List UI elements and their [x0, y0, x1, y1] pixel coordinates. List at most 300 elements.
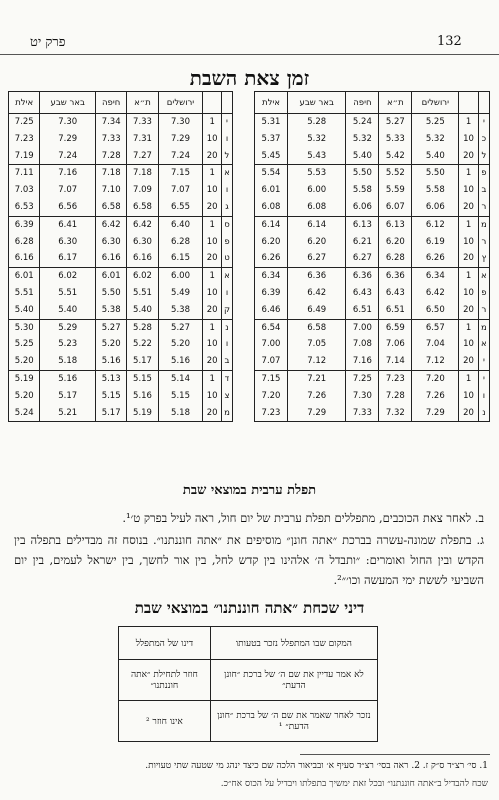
time-cell: 6.07	[379, 199, 412, 216]
footnote-1: 1. סי׳ רצ״ד ס״ק ז. 2. ראה בסי׳ רצ״ד סעיף א׳ ובביאור הלכה שם כיצד ינהג מי שטעה שתי טעויות.	[145, 761, 488, 771]
time-cell: 6.02	[127, 268, 158, 285]
time-cell: 6.42	[288, 285, 346, 302]
halacha-table-header	[119, 627, 378, 660]
time-cell: 5.14	[158, 370, 203, 387]
time-cell: 7.29	[40, 131, 96, 148]
month-letter: י	[478, 114, 489, 131]
time-row	[255, 285, 490, 302]
time-cell: 5.52	[379, 165, 412, 182]
month-letter: ו	[221, 131, 232, 148]
month-letter: א	[478, 336, 489, 353]
time-cell: 7.18	[95, 165, 126, 182]
time-cell: 5.49	[158, 285, 203, 302]
column-header: ת״א	[379, 92, 412, 114]
day-cell: 20	[203, 250, 222, 267]
time-cell: 5.22	[127, 336, 158, 353]
time-cell: 6.42	[127, 216, 158, 233]
time-cell: 6.42	[95, 216, 126, 233]
time-cell: 6.15	[158, 250, 203, 267]
header-place: המקום שבו המתפלל נזכר בטעותו	[210, 627, 377, 660]
day-cell: 1	[203, 165, 222, 182]
column-header: ירושלים	[412, 92, 459, 114]
column-header	[478, 92, 489, 114]
day-cell: 10	[459, 234, 479, 251]
time-cell: 7.09	[127, 182, 158, 199]
section-title: תפלת ערבית במוצאי שבת	[182, 483, 317, 498]
time-cell: 5.43	[288, 148, 346, 165]
time-row	[255, 388, 490, 405]
time-cell: 6.56	[40, 199, 96, 216]
day-cell: 10	[203, 388, 222, 405]
time-cell: 6.39	[255, 285, 288, 302]
time-cell: 7.07	[158, 182, 203, 199]
time-cell: 7.26	[412, 388, 459, 405]
time-cell: 5.29	[40, 319, 96, 336]
header-ruling: דינו של המתפלל	[119, 627, 211, 660]
time-cell: 6.40	[158, 216, 203, 233]
times-table-header-row	[255, 92, 490, 114]
time-cell: 5.51	[127, 285, 158, 302]
time-cell: 7.11	[9, 165, 40, 182]
time-cell: 6.21	[346, 234, 379, 251]
time-cell: 5.40	[412, 148, 459, 165]
time-cell: 7.24	[158, 148, 203, 165]
day-cell: 20	[459, 405, 479, 422]
page-number: 132	[437, 34, 462, 49]
time-cell: 7.29	[288, 405, 346, 422]
time-cell: 7.06	[379, 336, 412, 353]
time-cell: 6.46	[255, 302, 288, 319]
month-letter: א	[221, 165, 232, 182]
time-cell: 7.25	[9, 114, 40, 131]
time-cell: 6.58	[95, 199, 126, 216]
time-cell: 7.00	[255, 336, 288, 353]
month-letter: מ	[478, 319, 489, 336]
time-cell: 5.58	[412, 182, 459, 199]
time-cell: 7.15	[158, 165, 203, 182]
time-cell: 6.16	[95, 250, 126, 267]
time-cell: 5.19	[9, 370, 40, 387]
column-header: אילת	[9, 92, 40, 114]
column-header: חיפה	[346, 92, 379, 114]
month-letter: כ	[478, 131, 489, 148]
time-cell: 7.12	[288, 353, 346, 370]
time-cell: 6.36	[379, 268, 412, 285]
time-cell: 5.32	[346, 131, 379, 148]
time-cell: 6.06	[346, 199, 379, 216]
time-cell: 6.30	[95, 234, 126, 251]
time-row	[255, 148, 490, 165]
day-cell: 20	[203, 405, 222, 422]
month-letter: י	[221, 114, 232, 131]
time-cell: 6.43	[346, 285, 379, 302]
time-cell: 5.20	[158, 336, 203, 353]
time-cell: 6.01	[95, 268, 126, 285]
month-letter: ו	[221, 285, 232, 302]
time-cell: 7.14	[379, 353, 412, 370]
paragraph-b: ב. לאחר צאת הכוכבים, מתפללים תפלת ערבית של יום חול, ראה לעיל בפרק ט׳¹.	[122, 511, 484, 525]
time-cell: 6.28	[379, 250, 412, 267]
month-letter: ק	[221, 302, 232, 319]
halacha-row	[119, 660, 378, 701]
time-cell: 5.19	[127, 405, 158, 422]
time-row	[255, 302, 490, 319]
time-cell: 7.26	[288, 388, 346, 405]
time-cell: 5.15	[158, 388, 203, 405]
time-cell: 7.05	[288, 336, 346, 353]
time-cell: 5.59	[379, 182, 412, 199]
time-cell: 6.50	[412, 302, 459, 319]
month-letter: ס	[221, 216, 232, 233]
month-letter: ג	[221, 199, 232, 216]
month-letter: א	[221, 268, 232, 285]
time-cell: 7.16	[40, 165, 96, 182]
footnote-divider	[300, 754, 490, 755]
time-cell: 6.51	[379, 302, 412, 319]
time-cell: 7.30	[40, 114, 96, 131]
time-cell: 7.28	[379, 388, 412, 405]
day-cell: 20	[459, 250, 479, 267]
day-cell: 10	[203, 285, 222, 302]
month-letter: ט	[221, 250, 232, 267]
time-cell: 7.33	[346, 405, 379, 422]
time-row	[255, 336, 490, 353]
time-cell: 7.15	[255, 370, 288, 387]
time-row	[9, 319, 233, 336]
time-cell: 6.13	[379, 216, 412, 233]
column-header: אילת	[255, 92, 288, 114]
time-cell: 6.26	[412, 250, 459, 267]
time-cell: 5.20	[9, 353, 40, 370]
time-cell: 7.07	[255, 353, 288, 370]
time-row	[9, 353, 233, 370]
time-row	[9, 250, 233, 267]
day-cell: 20	[203, 353, 222, 370]
time-cell: 5.17	[127, 353, 158, 370]
time-row	[9, 336, 233, 353]
time-row	[9, 199, 233, 216]
time-cell: 7.03	[9, 182, 40, 199]
time-cell: 7.34	[95, 114, 126, 131]
page-title: זמן צאת השבת	[189, 66, 310, 90]
time-cell: 7.27	[127, 148, 158, 165]
time-cell: 6.00	[288, 182, 346, 199]
time-cell: 7.29	[158, 131, 203, 148]
time-cell: 7.20	[255, 388, 288, 405]
time-cell: 7.33	[95, 131, 126, 148]
time-cell: 5.15	[127, 370, 158, 387]
time-row	[9, 370, 233, 387]
time-cell: 5.32	[412, 131, 459, 148]
time-cell: 5.50	[346, 165, 379, 182]
time-row	[255, 199, 490, 216]
time-cell: 6.30	[40, 234, 96, 251]
time-cell: 6.30	[127, 234, 158, 251]
day-cell: 1	[459, 268, 479, 285]
month-letter: פ	[478, 285, 489, 302]
time-row	[9, 216, 233, 233]
time-row	[255, 405, 490, 422]
month-letter: נ	[221, 319, 232, 336]
time-cell: 7.07	[40, 182, 96, 199]
day-cell: 1	[459, 165, 479, 182]
time-cell: 5.40	[40, 302, 96, 319]
time-cell: 5.18	[158, 405, 203, 422]
column-header: חיפה	[95, 92, 126, 114]
time-cell: 5.25	[9, 336, 40, 353]
time-cell: 6.28	[158, 234, 203, 251]
time-cell: 7.18	[127, 165, 158, 182]
time-cell: 6.58	[288, 319, 346, 336]
day-cell: 20	[203, 302, 222, 319]
day-cell: 10	[203, 234, 222, 251]
time-row	[9, 302, 233, 319]
times-table-header-row	[9, 92, 233, 114]
time-row	[9, 285, 233, 302]
month-letter: ר	[478, 302, 489, 319]
time-cell: 5.27	[379, 114, 412, 131]
time-cell: 6.16	[127, 250, 158, 267]
time-cell: 5.16	[40, 370, 96, 387]
time-cell: 5.23	[40, 336, 96, 353]
time-cell: 6.36	[288, 268, 346, 285]
time-cell: 5.24	[9, 405, 40, 422]
month-letter: ו	[221, 182, 232, 199]
time-row	[255, 114, 490, 131]
day-cell: 20	[459, 353, 479, 370]
time-cell: 5.40	[127, 302, 158, 319]
chapter-header: פרק יט	[30, 35, 66, 50]
time-cell: 7.29	[412, 405, 459, 422]
time-cell: 5.31	[255, 114, 288, 131]
day-cell: 10	[203, 336, 222, 353]
day-cell: 10	[459, 182, 479, 199]
day-cell: 10	[459, 336, 479, 353]
time-cell: 5.51	[9, 285, 40, 302]
column-header: באר שבע	[288, 92, 346, 114]
day-cell: 10	[203, 131, 222, 148]
time-cell: 7.30	[346, 388, 379, 405]
time-cell: 5.30	[9, 319, 40, 336]
time-cell: 5.21	[40, 405, 96, 422]
time-cell: 7.33	[127, 114, 158, 131]
halacha-cell: נזכר לאחר שאמר את שם ה׳ של ברכת ״חונן הדעת״ ¹	[210, 701, 377, 742]
halacha-table	[118, 626, 378, 742]
paragraph-g: ג. בתפלת שמונה-עשרה בברכת ״אתה חונן״ מוסיפים את ״אתה חוננתנו״. בנוסח זה מבדילים בתפלה בין הקדש ובין החול ואומרים: ״ותבדל ה׳ אלהינו בין קדש לחל, בין אור לחשך, בין ישראל לעמים, בין יום השביעי לששת ימי המעשה וכו׳״².	[14, 533, 484, 587]
day-cell: 20	[459, 148, 479, 165]
time-cell: 6.01	[255, 182, 288, 199]
day-cell: 10	[459, 388, 479, 405]
month-letter: צ	[221, 388, 232, 405]
month-letter: א	[478, 268, 489, 285]
time-cell: 7.23	[379, 370, 412, 387]
time-cell: 5.40	[9, 302, 40, 319]
time-cell: 6.27	[346, 250, 379, 267]
month-letter: ו	[221, 336, 232, 353]
time-cell: 5.50	[412, 165, 459, 182]
time-cell: 5.17	[40, 388, 96, 405]
time-cell: 7.21	[288, 370, 346, 387]
time-cell: 5.17	[95, 405, 126, 422]
time-row	[255, 319, 490, 336]
time-cell: 5.16	[158, 353, 203, 370]
time-cell: 5.42	[379, 148, 412, 165]
time-cell: 5.53	[288, 165, 346, 182]
time-row	[9, 114, 233, 131]
time-cell: 5.58	[346, 182, 379, 199]
time-row	[255, 216, 490, 233]
time-cell: 6.08	[255, 199, 288, 216]
time-cell: 5.38	[95, 302, 126, 319]
time-cell: 7.04	[412, 336, 459, 353]
time-cell: 7.00	[346, 319, 379, 336]
time-cell: 6.02	[40, 268, 96, 285]
month-letter: מ	[221, 405, 232, 422]
column-header: ירושלים	[158, 92, 203, 114]
time-cell: 7.32	[379, 405, 412, 422]
header-divider	[0, 54, 499, 55]
time-cell: 6.01	[9, 268, 40, 285]
time-cell: 5.38	[158, 302, 203, 319]
footnote-2: שכח להבדיל ב״אתה חוננתנו״ ובכל זאת ימשיך בתפלתו ויבדיל על הכוס אח״כ.	[220, 779, 488, 789]
time-cell: 6.26	[255, 250, 288, 267]
day-cell: 1	[459, 114, 479, 131]
time-row	[255, 182, 490, 199]
time-cell: 5.37	[255, 131, 288, 148]
time-cell: 6.19	[412, 234, 459, 251]
day-cell: 10	[203, 182, 222, 199]
time-cell: 6.43	[379, 285, 412, 302]
day-cell: 10	[459, 285, 479, 302]
time-cell: 5.15	[95, 388, 126, 405]
time-cell: 6.53	[9, 199, 40, 216]
day-cell: 1	[459, 370, 479, 387]
time-row	[9, 234, 233, 251]
month-letter: ל	[478, 148, 489, 165]
month-letter: י	[478, 353, 489, 370]
time-cell: 5.20	[95, 336, 126, 353]
time-row	[9, 388, 233, 405]
day-cell: 20	[459, 302, 479, 319]
time-cell: 5.33	[379, 131, 412, 148]
halacha-cell: חוזר לתחילת ״אתה חוננתנו״	[119, 660, 211, 701]
time-cell: 6.59	[379, 319, 412, 336]
time-cell: 6.13	[346, 216, 379, 233]
halacha-cell: לא אמר עדיין את שם ה׳ של ברכת ״חונן הדעת״	[210, 660, 377, 701]
time-cell: 6.51	[346, 302, 379, 319]
day-cell: 1	[203, 268, 222, 285]
time-row	[9, 182, 233, 199]
time-cell: 5.50	[95, 285, 126, 302]
time-cell: 5.32	[288, 131, 346, 148]
time-cell: 5.18	[40, 353, 96, 370]
month-letter: פ	[221, 234, 232, 251]
time-cell: 6.20	[379, 234, 412, 251]
time-cell: 6.57	[412, 319, 459, 336]
time-cell: 6.39	[9, 216, 40, 233]
time-cell: 7.28	[95, 148, 126, 165]
day-cell: 20	[203, 199, 222, 216]
time-cell: 7.23	[255, 405, 288, 422]
time-cell: 5.28	[288, 114, 346, 131]
time-cell: 6.00	[158, 268, 203, 285]
day-cell: 1	[203, 114, 222, 131]
day-cell: 1	[203, 216, 222, 233]
time-cell: 7.12	[412, 353, 459, 370]
time-cell: 7.23	[9, 131, 40, 148]
column-header	[221, 92, 232, 114]
time-cell: 6.34	[412, 268, 459, 285]
time-row	[255, 268, 490, 285]
month-letter: ב	[478, 182, 489, 199]
time-cell: 7.30	[158, 114, 203, 131]
time-cell: 5.54	[255, 165, 288, 182]
month-letter: ב	[221, 353, 232, 370]
column-header: ת״א	[127, 92, 158, 114]
time-cell: 7.08	[346, 336, 379, 353]
time-row	[255, 234, 490, 251]
time-row	[9, 148, 233, 165]
time-cell: 6.58	[127, 199, 158, 216]
time-cell: 6.16	[9, 250, 40, 267]
time-cell: 5.16	[127, 388, 158, 405]
time-cell: 7.16	[346, 353, 379, 370]
time-cell: 6.14	[255, 216, 288, 233]
time-cell: 6.42	[412, 285, 459, 302]
time-cell: 6.14	[288, 216, 346, 233]
month-letter: נ	[478, 405, 489, 422]
time-row	[255, 165, 490, 182]
time-cell: 5.27	[95, 319, 126, 336]
time-cell: 5.20	[9, 388, 40, 405]
month-letter: פ	[478, 165, 489, 182]
time-cell: 6.20	[255, 234, 288, 251]
day-cell: 1	[459, 319, 479, 336]
column-header	[459, 92, 479, 114]
month-letter: ץ	[478, 250, 489, 267]
time-cell: 6.27	[288, 250, 346, 267]
month-letter: ד	[221, 370, 232, 387]
time-row	[255, 370, 490, 387]
time-cell: 6.49	[288, 302, 346, 319]
time-cell: 6.08	[288, 199, 346, 216]
time-cell: 6.55	[158, 199, 203, 216]
time-row	[255, 353, 490, 370]
column-header	[203, 92, 222, 114]
time-cell: 5.13	[95, 370, 126, 387]
time-cell: 6.06	[412, 199, 459, 216]
time-cell: 7.10	[95, 182, 126, 199]
time-cell: 5.51	[40, 285, 96, 302]
time-cell: 6.17	[40, 250, 96, 267]
day-cell: 10	[459, 131, 479, 148]
time-cell: 6.12	[412, 216, 459, 233]
month-letter: ל	[221, 148, 232, 165]
times-table-right	[254, 91, 490, 422]
time-cell: 6.36	[346, 268, 379, 285]
time-row	[255, 131, 490, 148]
times-table-left	[8, 91, 233, 422]
day-cell: 1	[459, 216, 479, 233]
time-cell: 6.28	[9, 234, 40, 251]
time-cell: 5.25	[412, 114, 459, 131]
time-cell: 6.34	[255, 268, 288, 285]
time-cell: 5.40	[346, 148, 379, 165]
time-row	[9, 268, 233, 285]
column-header: באר שבע	[40, 92, 96, 114]
day-cell: 1	[203, 319, 222, 336]
time-row	[9, 165, 233, 182]
